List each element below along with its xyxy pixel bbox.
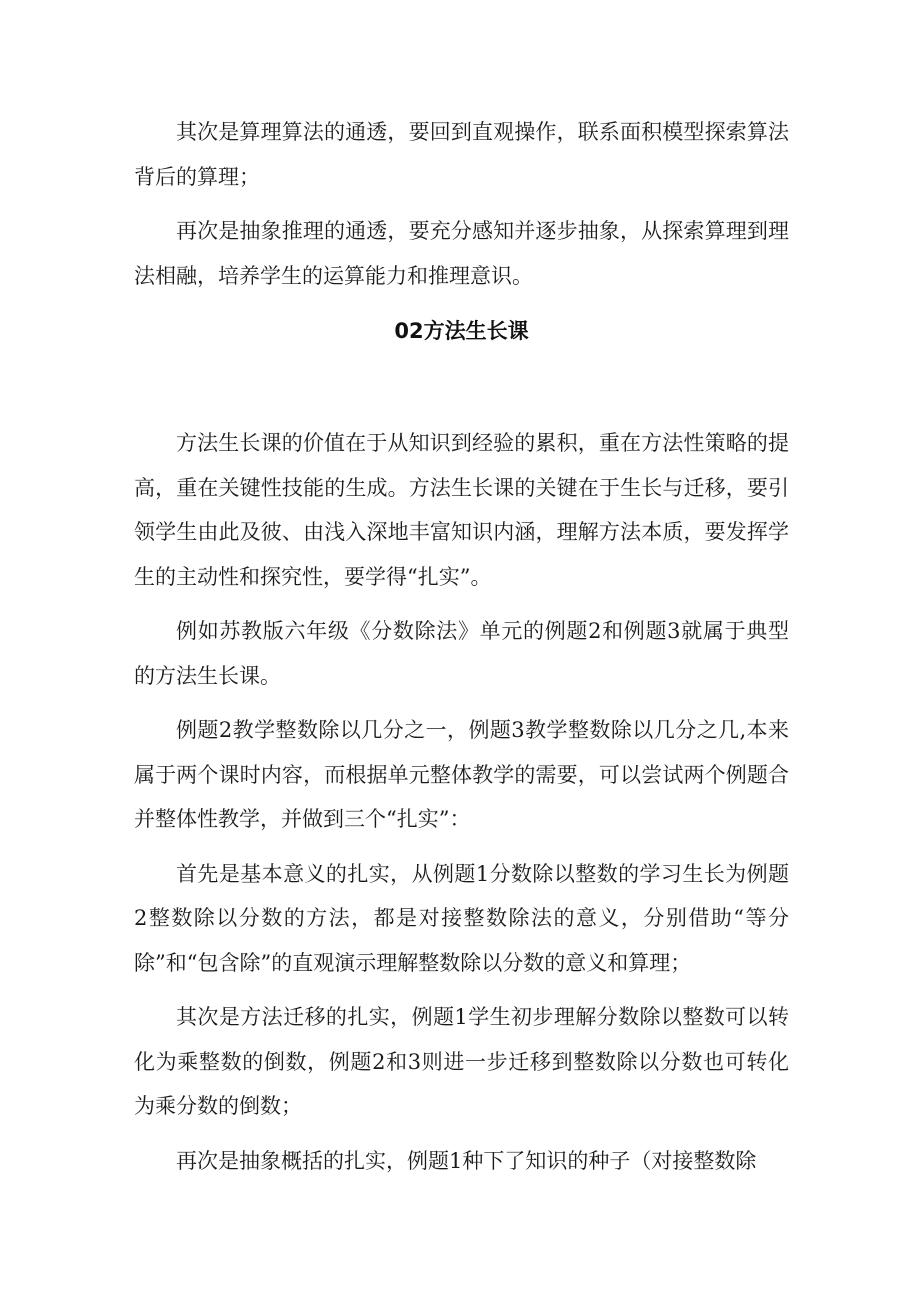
paragraph-method-growth-value: 方法生长课的价值在于从知识到经验的累积，重在方法性策略的提高，重在关键性技能的生成。方法生长课的关键在于生长与迁移，要引领学生由此及彼、由浅入深地丰富知识内涵，理解方法本质，要发挥学生的主动性和探究性，要学得“扎实”。 [134, 431, 789, 589]
paragraph-example-unit: 例如苏教版六年级《分数除法》单元的例题2和例题3就属于典型的方法生长课。 [134, 619, 789, 688]
document-page [134, 110, 789, 1193]
paragraph-third-solid: 再次是抽象概括的扎实，例题1种下了知识的种子（对接整数除 [176, 1148, 757, 1173]
paragraph-abstract-reasoning: 再次是抽象推理的通透，要充分感知并逐步抽象，从探索算理到理法相融，培养学生的运算能力和推理意识。 [134, 219, 789, 288]
paragraph-example-2-3: 例题2教学整数除以几分之一，例题3教学整数除以几分之几,本来属于两个课时内容，而根据单元整体教学的需要，可以尝试两个例题合并整体性教学，并做到三个“扎实”： [134, 718, 789, 831]
paragraph-first-solid: 首先是基本意义的扎实，从例题1分数除以整数的学习生长为例题2整数除以分数的方法，都是对接整数除法的意义，分别借助“等分除”和“包含除”的直观演示理解整数除以分数的意义和算理； [134, 861, 789, 975]
paragraph-algorithm-reasoning: 其次是算理算法的通透，要回到直观操作，联系面积模型探索算法背后的算理； [134, 120, 789, 189]
paragraph-second-solid: 其次是方法迁移的扎实，例题1学生初步理解分数除以整数可以转化为乘整数的倒数，例题2和3则进一步迁移到整数除以分数也可转化为乘分数的倒数； [134, 1005, 789, 1118]
section-heading: 02方法生长课 [394, 319, 529, 343]
